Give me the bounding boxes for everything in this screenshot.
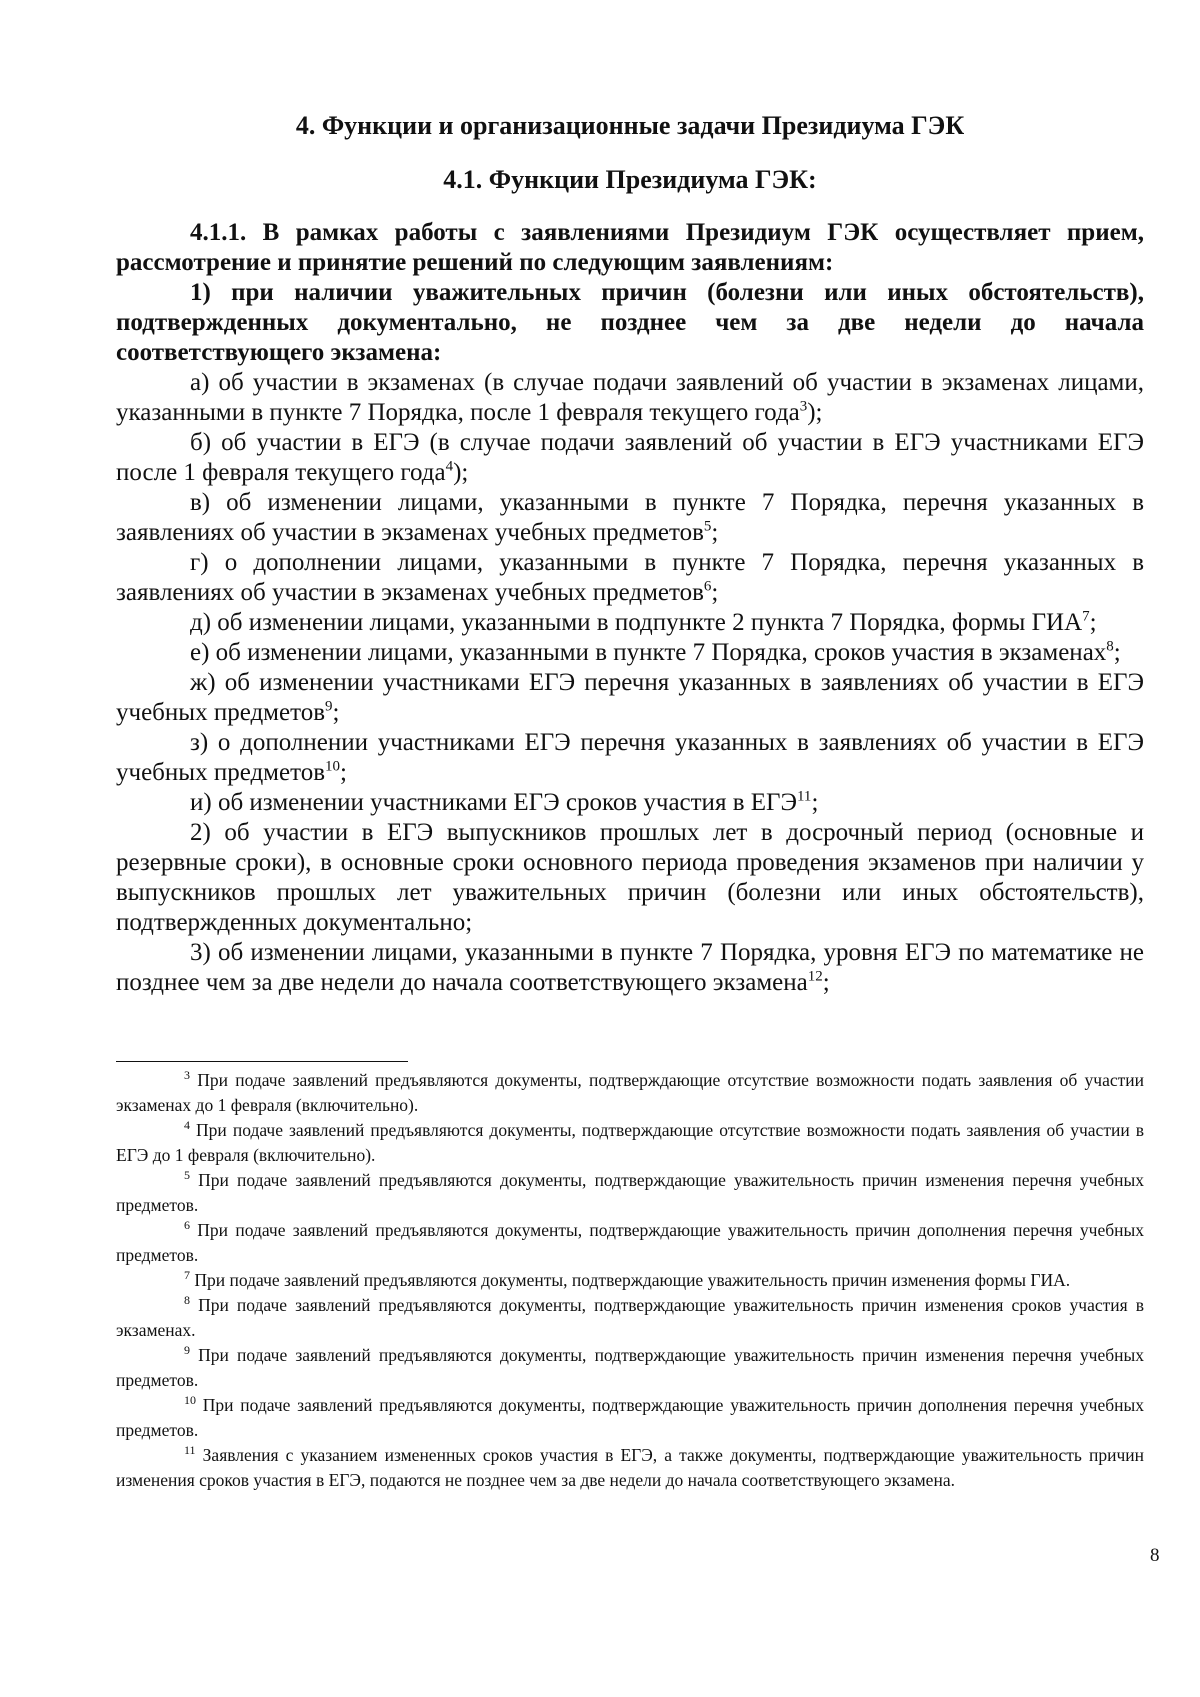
paragraph-text: д) об изменении лицами, указанными в подпункте 2 пункта 7 Порядка, формы ГИА [190,609,1083,636]
paragraph [116,668,1144,728]
paragraph-punctuation: ; [1089,609,1097,636]
footnote [116,1443,1144,1493]
footnote-number: 11 [184,1443,196,1458]
paragraph [116,818,1144,938]
paragraph-punctuation: ; [711,579,719,606]
footnote [116,1218,1144,1268]
paragraph [116,608,1144,638]
paragraph [116,428,1144,488]
paragraph [116,728,1144,788]
footnote-reference: 4 [445,458,454,475]
footnote-number: 9 [184,1343,190,1358]
footnote-separator [116,1061,408,1062]
paragraph-text: б) об участии в ЕГЭ (в случае подачи заявлений об участии в ЕГЭ участниками ЕГЭ после 1 февраля текущего года [116,429,1144,486]
paragraph-text: 1) при наличии уважительных причин (болезни или иных обстоятельств), подтвержденных документально, не позднее чем за две недели до начала соответствующего экзамена: [116,279,1144,366]
footnote [116,1168,1144,1218]
paragraph [116,548,1144,608]
paragraph-text: ж) об изменении участниками ЕГЭ перечня указанных в заявлениях об участии в ЕГЭ учебных предметов [116,669,1144,726]
paragraph [116,788,1144,818]
section-title: 4. Функции и организационные задачи Президиума ГЭК [295,111,965,140]
footnote-reference: 6 [703,578,712,595]
paragraph-punctuation: ; [811,789,819,816]
paragraph [116,218,1144,278]
paragraph-punctuation: ); [453,459,469,486]
footnote-number: 8 [184,1293,190,1308]
footnote-reference: 11 [796,788,812,805]
paragraph-punctuation: ; [822,969,830,996]
footnote [116,1393,1144,1443]
paragraph-text: з) о дополнении участниками ЕГЭ перечня указанных в заявлениях об участии в ЕГЭ учебных предметов [116,729,1144,786]
paragraph-text: 3) об изменении лицами, указанными в пункте 7 Порядка, уровня ЕГЭ по математике не позднее чем за две недели до начала соответствующего экзамена [116,939,1144,996]
body-text [116,218,1144,998]
paragraph-punctuation: ; [340,759,347,786]
paragraph [116,938,1144,998]
footnote-number: 4 [184,1118,190,1133]
paragraph-text: 4.1.1. В рамках работы с заявлениями Президиум ГЭК осуществляет прием, рассмотрение и принятие решений по следующим заявлениям: [116,219,1144,276]
footnote-reference: 10 [325,758,340,775]
footnote [116,1118,1144,1168]
paragraph-text: и) об изменении участниками ЕГЭ сроков участия в ЕГЭ [190,789,797,816]
paragraph-text: в) об изменении лицами, указанными в пункте 7 Порядка, перечня указанных в заявлениях об участии в экзаменах учебных предметов [116,489,1144,546]
footnote-reference: 3 [799,398,808,415]
paragraph-text: а) об участии в экзаменах (в случае подачи заявлений об участии в экзаменах лицами, указанными в пункте 7 Порядка, после 1 февраля текущего года [116,369,1144,426]
paragraph-text: г) о дополнении лицами, указанными в пункте 7 Порядка, перечня указанных в заявлениях об участии в экзаменах учебных предметов [116,549,1144,606]
footnote [116,1343,1144,1393]
footnote-text: При подаче заявлений предъявляются документы, подтверждающие уважительность причин изменения перечня учебных предметов. [116,1345,1145,1390]
paragraph-punctuation: ; [711,519,719,546]
paragraph-text: 2) об участии в ЕГЭ выпускников прошлых лет в досрочный период (основные и резервные сроки), в основные сроки основного периода проведения экзаменов при наличии у выпускников прошлых лет уважительных причин (болезни или иных обстоятельств), подтвержденных документально; [116,819,1144,936]
paragraph-punctuation: ); [807,399,823,426]
paragraph-punctuation: ; [1113,639,1121,666]
footnotes [116,1068,1144,1493]
paragraph-text: е) об изменении лицами, указанными в пункте 7 Порядка, сроков участия в экзаменах [190,639,1107,666]
footnote-text: При подаче заявлений предъявляются документы, подтверждающие отсутствие возможности подать заявления об участии экзаменах до 1 февраля (включительно). [116,1070,1145,1115]
footnote-number: 6 [184,1218,190,1233]
footnote-reference: 5 [703,518,712,535]
footnote-text: При подаче заявлений предъявляются документы, подтверждающие отсутствие возможности подать заявления об участии в ЕГЭ до 1 февраля (включительно). [116,1120,1145,1165]
footnote-text: При подаче заявлений предъявляются документы, подтверждающие уважительность причин изменения перечня учебных предметов. [116,1170,1145,1215]
footnote-reference: 12 [807,968,823,985]
footnote [116,1293,1144,1343]
paragraph [116,488,1144,548]
footnote-reference: 8 [1106,638,1114,655]
footnote-number: 10 [184,1393,196,1408]
footnote-text: При подаче заявлений предъявляются документы, подтверждающие уважительность причин дополнения перечня учебных предметов. [116,1220,1144,1265]
page-number: 8 [1150,1545,1160,1566]
footnote-number: 5 [184,1168,190,1183]
footnote-text: При подаче заявлений предъявляются документы, подтверждающие уважительность причин дополнения перечня учебных предметов. [116,1395,1144,1440]
paragraph [116,368,1144,428]
footnote-text: При подаче заявлений предъявляются документы, подтверждающие уважительность причин изменения формы ГИА. [194,1270,1071,1290]
footnote-number: 3 [184,1068,190,1083]
footnote-text: При подаче заявлений предъявляются документы, подтверждающие уважительность причин изменения сроков участия в экзаменах. [116,1295,1144,1340]
footnote-text: Заявления с указанием измененных сроков участия в ЕГЭ, а также документы, подтверждающие уважительность причин изменения сроков участия в ЕГЭ, подаются не позднее чем за две недели до начала соответствующего экзамена. [116,1445,1145,1490]
paragraph-punctuation: ; [332,699,340,726]
footnote-number: 7 [184,1268,190,1283]
subsection-title: 4.1. Функции Президиума ГЭК: [443,165,817,194]
footnote [116,1268,1144,1293]
paragraph [116,638,1144,668]
paragraph [116,278,1144,368]
main-content [116,110,1144,998]
footnote [116,1068,1144,1118]
footnote-reference: 7 [1082,608,1090,625]
footnote-reference: 9 [325,698,333,715]
